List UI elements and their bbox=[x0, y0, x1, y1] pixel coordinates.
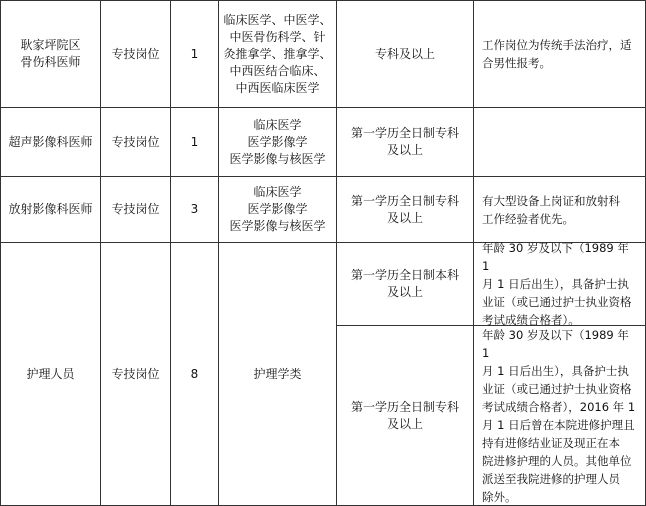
row1-type: 专技岗位 bbox=[111, 46, 160, 61]
row2-type: 专技岗位 bbox=[111, 134, 160, 149]
row4b-education: 第一学历全日制专科 及以上 bbox=[350, 399, 459, 431]
row4-count: 8 bbox=[190, 366, 199, 381]
row4a-education: 第一学历全日制本科 及以上 bbox=[350, 268, 459, 299]
row2-major: 临床医学 医学影像学 医学影像与核医学 bbox=[229, 117, 326, 166]
row3-type: 专技岗位 bbox=[111, 202, 160, 216]
row3-requirement: 有大型设备上岗证和放射科 工作经验者优先。 bbox=[482, 193, 620, 226]
row1-position: 耿家坪院区 骨伤科医师 bbox=[20, 38, 81, 69]
row4-position: 护理人员 bbox=[26, 366, 75, 381]
row3-count: 3 bbox=[190, 202, 199, 216]
row2-position: 超声影像科医师 bbox=[8, 134, 93, 149]
row3-education: 第一学历全日制专科 及以上 bbox=[350, 193, 459, 225]
row3-position: 放射影像科医师 bbox=[8, 202, 93, 216]
row4-major: 护理学类 bbox=[253, 366, 302, 381]
row2-count: 1 bbox=[190, 134, 199, 149]
row4a-requirement: 年龄 30 岁及以下（1989 年 1 月 1 日后出生），具备护士执 业证（或已通过护士执业资格 考试成绩合格者）。 bbox=[482, 241, 632, 327]
row4b-requirement: 年龄 30 岁及以下（1989 年 1 月 1 日后出生），具备护士执 业证（或已通过护士执业资格 考试成绩合格者），2016 年 1 月 1 日后曾在本院进修护理且 持有进修结业证及现正在本 院进修护理的人员。其他单位 派送至我院进修的护理人员 除外。 bbox=[482, 327, 636, 504]
row4-type: 专技岗位 bbox=[111, 366, 160, 381]
row2-requirement bbox=[474, 108, 645, 176]
row3-major: 临床医学 医学影像学 医学影像与核医学 bbox=[229, 185, 326, 233]
row1-major: 临床医学、中医学、 中医骨伤科学、针 灸推拿学、推拿学、 中西医结合临床、 中西医临床医学 bbox=[223, 12, 332, 95]
row2-education: 第一学历全日制专科 及以上 bbox=[350, 126, 459, 157]
row1-requirement: 工作岗位为传统手法治疗，适 合男性报考。 bbox=[482, 38, 632, 70]
row1-education: 专科及以上 bbox=[374, 46, 435, 61]
row1-count: 1 bbox=[190, 46, 199, 61]
